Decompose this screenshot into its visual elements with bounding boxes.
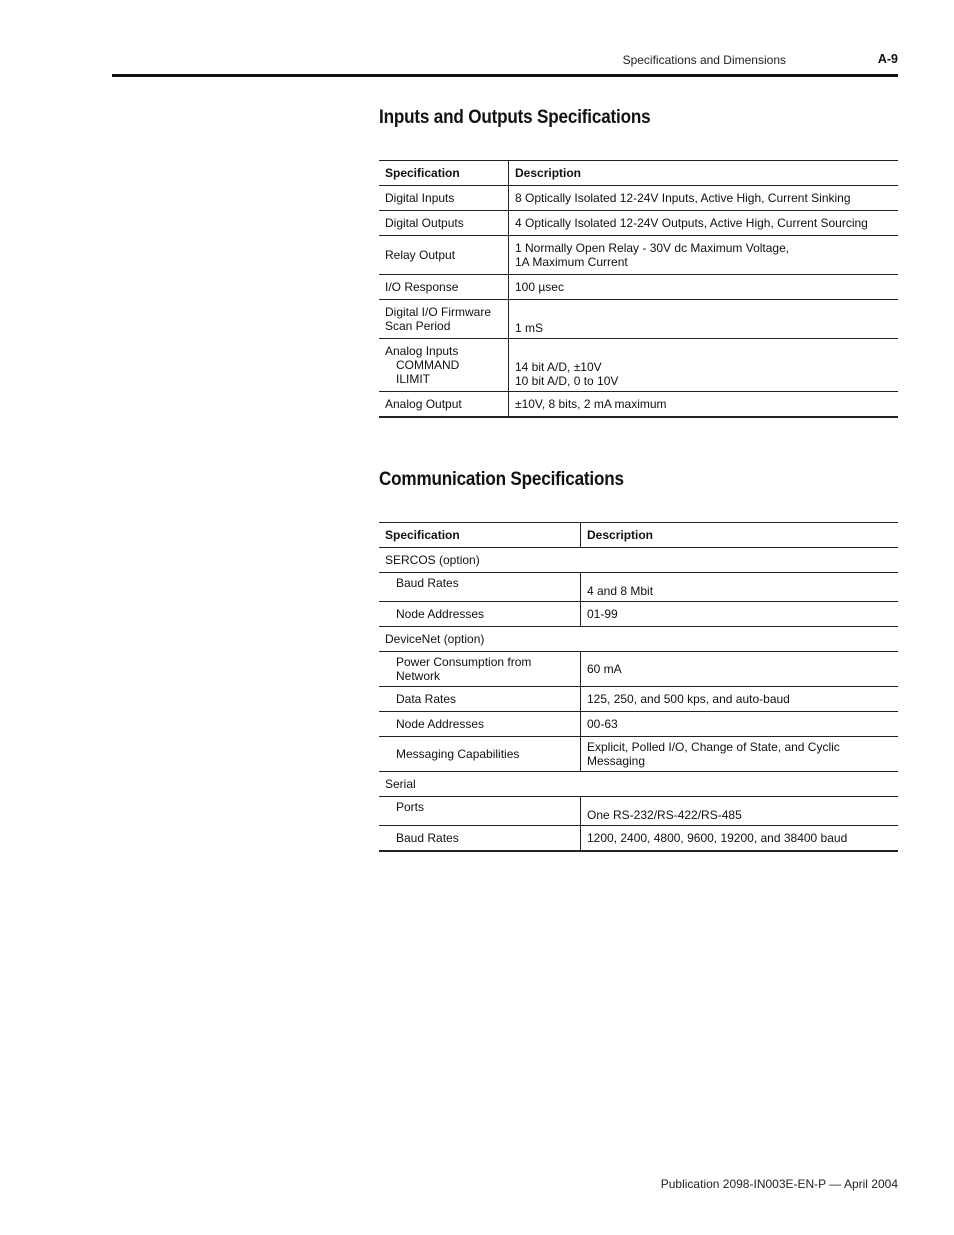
table-row [379,826,898,852]
spec-cell [379,339,509,392]
desc-line: 10 bit A/D, 0 to 10V [515,374,619,388]
spec-cell: Digital Outputs [379,211,509,236]
desc-cell: 00-63 [581,712,899,737]
group-label: DeviceNet (option) [379,627,898,652]
desc-cell [509,339,899,392]
desc-cell: 4 and 8 Mbit [581,573,899,602]
desc-cell [509,236,899,275]
desc-cell: 1 mS [509,300,899,339]
desc-cell: 01-99 [581,602,899,627]
group-row-sercos [379,548,898,573]
desc-cell: Explicit, Polled I/O, Change of State, and Cyclic Messaging [581,737,899,772]
io-section-title: Inputs and Outputs Specifications [379,107,651,128]
desc-cell: 8 Optically Isolated 12-24V Inputs, Active High, Current Sinking [509,186,899,211]
col-header-desc: Description [509,161,899,186]
desc-cell: ±10V, 8 bits, 2 mA maximum [509,392,899,418]
group-label: SERCOS (option) [379,548,898,573]
spec-line: ILIMIT [396,372,431,386]
spec-cell [379,300,509,339]
desc-line: 1A Maximum Current [515,255,628,269]
desc-line: 1 Normally Open Relay - 30V dc Maximum Voltage, [515,241,790,255]
table-row [379,687,898,712]
comm-section-title: Communication Specifications [379,469,624,490]
desc-cell: 1200, 2400, 4800, 9600, 19200, and 38400 baud [581,826,899,852]
table-header-row [379,523,898,548]
spec-cell: Baud Rates [379,573,581,602]
group-row-serial [379,772,898,797]
table-row [379,186,898,211]
spec-line: Scan Period [385,319,451,333]
table-row [379,236,898,275]
spec-cell: Node Addresses [379,712,581,737]
table-row [379,275,898,300]
spec-cell: Node Addresses [379,602,581,627]
desc-cell: 4 Optically Isolated 12-24V Outputs, Active High, Current Sourcing [509,211,899,236]
spec-cell: Power Consumption from Network [379,652,581,687]
col-header-spec: Specification [379,523,581,548]
table-header-row [379,161,898,186]
table-row [379,712,898,737]
header-rule [112,74,898,77]
spec-line: Digital I/O Firmware [385,305,492,319]
spec-cell: Relay Output [379,236,509,275]
group-label: Serial [379,772,898,797]
spec-cell: Digital Inputs [379,186,509,211]
table-row [379,652,898,687]
publication-footer: Publication 2098-IN003E-EN-P — April 2004 [660,1177,898,1191]
spec-cell: Baud Rates [379,826,581,852]
table-row [379,300,898,339]
spec-cell: I/O Response [379,275,509,300]
col-header-spec: Specification [379,161,509,186]
col-header-desc: Description [581,523,899,548]
spec-cell: Analog Output [379,392,509,418]
desc-cell: 100 µsec [509,275,899,300]
spec-cell: Messaging Capabilities [379,737,581,772]
io-spec-table [379,160,898,418]
table-row [379,737,898,772]
desc-line: 14 bit A/D, ±10V [515,360,602,374]
desc-cell: 125, 250, and 500 kps, and auto-baud [581,687,899,712]
spec-cell: Data Rates [379,687,581,712]
table-row [379,211,898,236]
desc-cell: One RS-232/RS-422/RS-485 [581,797,899,826]
spec-line: COMMAND [396,358,460,372]
page-number: A-9 [877,52,898,66]
table-row [379,797,898,826]
group-row-devicenet [379,627,898,652]
table-row [379,392,898,418]
comm-spec-table [379,522,898,852]
desc-cell: 60 mA [581,652,899,687]
running-header: Specifications and Dimensions [622,53,786,67]
table-row [379,602,898,627]
table-row [379,573,898,602]
table-row [379,339,898,392]
spec-line: Analog Inputs [385,344,459,358]
spec-cell: Ports [379,797,581,826]
